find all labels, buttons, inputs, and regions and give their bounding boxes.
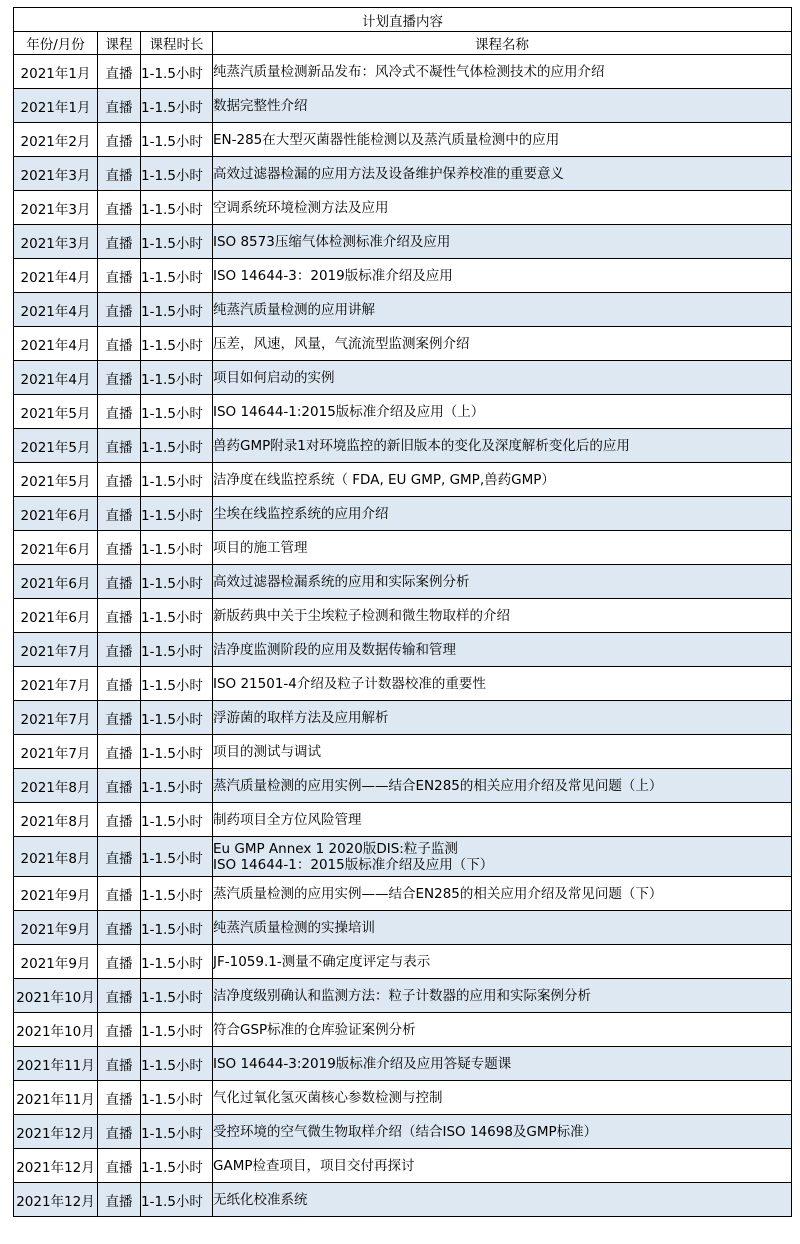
duration-cell: 1-1.5小时 [141, 191, 213, 225]
duration-cell: 1-1.5小时 [141, 979, 213, 1013]
course-name-line: 高效过滤器检漏系统的应用和实际案例分析 [213, 573, 470, 590]
table-row [14, 979, 792, 1013]
course-name-line: JF-1059.1-测量不确定度评定与表示 [213, 953, 431, 970]
table-row [14, 1047, 792, 1081]
duration-cell: 1-1.5小时 [141, 769, 213, 803]
duration-cell: 1-1.5小时 [141, 1013, 213, 1047]
month-cell: 2021年5月 [14, 395, 98, 429]
course-name-line: EN-285在大型灭菌器性能检测以及蒸汽质量检测中的应用 [213, 131, 560, 148]
course-type-cell: 直播 [98, 123, 141, 157]
course-name-line: GAMP检查项目，项目交付再探讨 [213, 1157, 415, 1174]
course-name-cell [213, 463, 792, 497]
course-name-cell [213, 191, 792, 225]
duration-cell: 1-1.5小时 [141, 157, 213, 191]
duration-cell: 1-1.5小时 [141, 633, 213, 667]
course-type-cell: 直播 [98, 293, 141, 327]
duration-cell: 1-1.5小时 [141, 1183, 213, 1217]
month-cell: 2021年2月 [14, 123, 98, 157]
duration-cell: 1-1.5小时 [141, 327, 213, 361]
course-type-cell: 直播 [98, 259, 141, 293]
course-name-cell [213, 157, 792, 191]
duration-cell: 1-1.5小时 [141, 395, 213, 429]
course-name-line: 压差，风速，风量，气流流型监测案例介绍 [213, 335, 470, 352]
course-name-line: 新版药典中关于尘埃粒子检测和微生物取样的介绍 [213, 607, 510, 624]
header-month: 年份/月份 [14, 32, 98, 55]
course-name-line: ISO 8573压缩气体检测标准介绍及应用 [213, 233, 451, 250]
course-name-line: 蒸汽质量检测的应用实例——结合EN285的相关应用介绍及常见问题（上） [213, 777, 663, 794]
course-name-cell [213, 1047, 792, 1081]
table-row [14, 803, 792, 837]
course-type-cell: 直播 [98, 225, 141, 259]
month-cell: 2021年6月 [14, 531, 98, 565]
month-cell: 2021年4月 [14, 327, 98, 361]
month-cell: 2021年3月 [14, 191, 98, 225]
course-name-cell [213, 1081, 792, 1115]
header-duration: 课程时长 [141, 32, 213, 55]
course-type-cell: 直播 [98, 157, 141, 191]
duration-cell: 1-1.5小时 [141, 701, 213, 735]
duration-cell: 1-1.5小时 [141, 531, 213, 565]
duration-cell: 1-1.5小时 [141, 497, 213, 531]
course-name-line: 纯蒸汽质量检测的应用讲解 [213, 301, 375, 318]
course-name-cell [213, 225, 792, 259]
duration-cell: 1-1.5小时 [141, 89, 213, 123]
course-name-cell [213, 123, 792, 157]
course-name-line: 数据完整性介绍 [213, 97, 308, 114]
course-name-cell [213, 1149, 792, 1183]
course-name-cell [213, 429, 792, 463]
table-body [14, 55, 792, 1217]
month-cell: 2021年4月 [14, 293, 98, 327]
month-cell: 2021年11月 [14, 1047, 98, 1081]
course-type-cell: 直播 [98, 565, 141, 599]
course-name-cell [213, 259, 792, 293]
course-name-line: 纯蒸汽质量检测新品发布：风冷式不凝性气体检测技术的应用介绍 [213, 63, 605, 80]
header-type: 课程 [98, 32, 141, 55]
table-row [14, 667, 792, 701]
month-cell: 2021年8月 [14, 769, 98, 803]
course-type-cell: 直播 [98, 979, 141, 1013]
table-row [14, 1115, 792, 1149]
month-cell: 2021年6月 [14, 565, 98, 599]
course-name-line: 尘埃在线监控系统的应用介绍 [213, 505, 389, 522]
month-cell: 2021年12月 [14, 1149, 98, 1183]
month-cell: 2021年9月 [14, 911, 98, 945]
table-row [14, 327, 792, 361]
course-name-cell [213, 497, 792, 531]
course-type-cell: 直播 [98, 633, 141, 667]
course-name-cell [213, 735, 792, 769]
header-name: 课程名称 [213, 32, 792, 55]
month-cell: 2021年8月 [14, 803, 98, 837]
month-cell: 2021年7月 [14, 735, 98, 769]
course-name-cell [213, 701, 792, 735]
course-type-cell: 直播 [98, 735, 141, 769]
table-row [14, 701, 792, 735]
course-type-cell: 直播 [98, 1115, 141, 1149]
course-type-cell: 直播 [98, 1047, 141, 1081]
course-name-line: 项目如何启动的实例 [213, 369, 335, 386]
course-name-line: ISO 14644-3：2019版标准介绍及应用 [213, 267, 453, 284]
course-type-cell: 直播 [98, 769, 141, 803]
course-type-cell: 直播 [98, 463, 141, 497]
course-name-cell [213, 633, 792, 667]
duration-cell: 1-1.5小时 [141, 803, 213, 837]
course-name-line: ISO 14644-1：2015版标准介绍及应用（下） [213, 856, 494, 873]
course-name-line: 蒸汽质量检测的应用实例——结合EN285的相关应用介绍及常见问题（下） [213, 885, 663, 902]
table-row [14, 837, 792, 877]
course-name-line: 无纸化校准系统 [213, 1191, 308, 1208]
course-name-cell [213, 945, 792, 979]
month-cell: 2021年10月 [14, 979, 98, 1013]
table-row [14, 429, 792, 463]
month-cell: 2021年8月 [14, 837, 98, 877]
month-cell: 2021年5月 [14, 463, 98, 497]
course-name-cell [213, 55, 792, 89]
table-row [14, 735, 792, 769]
month-cell: 2021年11月 [14, 1081, 98, 1115]
duration-cell: 1-1.5小时 [141, 735, 213, 769]
table-row [14, 945, 792, 979]
course-name-line: 高效过滤器检漏的应用方法及设备维护保养校准的重要意义 [213, 165, 564, 182]
month-cell: 2021年3月 [14, 157, 98, 191]
course-type-cell: 直播 [98, 701, 141, 735]
table-row [14, 1149, 792, 1183]
month-cell: 2021年10月 [14, 1013, 98, 1047]
duration-cell: 1-1.5小时 [141, 1081, 213, 1115]
month-cell: 2021年9月 [14, 877, 98, 911]
course-name-cell [213, 877, 792, 911]
course-name-cell [213, 293, 792, 327]
course-name-cell [213, 531, 792, 565]
table-row [14, 225, 792, 259]
duration-cell: 1-1.5小时 [141, 123, 213, 157]
month-cell: 2021年4月 [14, 361, 98, 395]
table-row [14, 259, 792, 293]
table-row [14, 293, 792, 327]
duration-cell: 1-1.5小时 [141, 429, 213, 463]
course-name-cell [213, 1013, 792, 1047]
month-cell: 2021年7月 [14, 633, 98, 667]
course-name-cell [213, 667, 792, 701]
course-name-line: 纯蒸汽质量检测的实操培训 [213, 919, 375, 936]
table-title: 计划直播内容 [14, 8, 792, 32]
month-cell: 2021年4月 [14, 259, 98, 293]
course-type-cell: 直播 [98, 361, 141, 395]
course-name-cell [213, 327, 792, 361]
header-row [14, 32, 792, 55]
duration-cell: 1-1.5小时 [141, 667, 213, 701]
duration-cell: 1-1.5小时 [141, 463, 213, 497]
duration-cell: 1-1.5小时 [141, 361, 213, 395]
course-type-cell: 直播 [98, 55, 141, 89]
course-name-line: 洁净度级别确认和监测方法：粒子计数器的应用和实际案例分析 [213, 987, 591, 1004]
course-name-line: 空调系统环境检测方法及应用 [213, 199, 389, 216]
duration-cell: 1-1.5小时 [141, 55, 213, 89]
course-type-cell: 直播 [98, 89, 141, 123]
course-type-cell: 直播 [98, 877, 141, 911]
course-name-line: 项目的测试与调试 [213, 743, 321, 760]
course-name-cell [213, 565, 792, 599]
course-type-cell: 直播 [98, 395, 141, 429]
course-name-cell [213, 1183, 792, 1217]
course-name-cell [213, 911, 792, 945]
month-cell: 2021年1月 [14, 89, 98, 123]
course-name-cell [213, 979, 792, 1013]
duration-cell: 1-1.5小时 [141, 945, 213, 979]
course-name-cell [213, 837, 792, 877]
month-cell: 2021年9月 [14, 945, 98, 979]
table-row [14, 89, 792, 123]
course-name-line: 气化过氧化氢灭菌核心参数检测与控制 [213, 1089, 443, 1106]
table-row [14, 55, 792, 89]
month-cell: 2021年12月 [14, 1183, 98, 1217]
table-row [14, 769, 792, 803]
table-row [14, 565, 792, 599]
course-name-cell [213, 395, 792, 429]
duration-cell: 1-1.5小时 [141, 225, 213, 259]
course-type-cell: 直播 [98, 531, 141, 565]
course-name-cell [213, 361, 792, 395]
course-name-line: Eu GMP Annex 1 2020版DIS:粒子监测 [213, 840, 458, 857]
table-row [14, 191, 792, 225]
course-name-line: 兽药GMP附录1对环境监控的新旧版本的变化及深度解析变化后的应用 [213, 437, 630, 454]
duration-cell: 1-1.5小时 [141, 911, 213, 945]
table-row [14, 361, 792, 395]
course-name-line: 符合GSP标准的仓库验证案例分析 [213, 1021, 416, 1038]
table-row [14, 1081, 792, 1115]
course-name-line: 受控环境的空气微生物取样介绍（结合ISO 14698及GMP标准） [213, 1123, 598, 1140]
course-type-cell: 直播 [98, 667, 141, 701]
course-name-line: ISO 14644-3:2019版标准介绍及应用答疑专题课 [213, 1055, 512, 1072]
table-row [14, 395, 792, 429]
table-row [14, 911, 792, 945]
table-row [14, 497, 792, 531]
table-row [14, 633, 792, 667]
course-name-line: 项目的施工管理 [213, 539, 308, 556]
month-cell: 2021年7月 [14, 667, 98, 701]
course-name-line: ISO 21501-4介绍及粒子计数器校准的重要性 [213, 675, 486, 692]
course-type-cell: 直播 [98, 497, 141, 531]
month-cell: 2021年3月 [14, 225, 98, 259]
course-name-line: 洁净度监测阶段的应用及数据传输和管理 [213, 641, 456, 658]
course-name-cell [213, 769, 792, 803]
course-type-cell: 直播 [98, 599, 141, 633]
table-row [14, 1013, 792, 1047]
month-cell: 2021年5月 [14, 429, 98, 463]
course-name-cell [213, 89, 792, 123]
table-row [14, 157, 792, 191]
course-type-cell: 直播 [98, 1081, 141, 1115]
month-cell: 2021年1月 [14, 55, 98, 89]
table-row [14, 463, 792, 497]
table-row [14, 123, 792, 157]
course-name-line: 制药项目全方位风险管理 [213, 811, 362, 828]
table-row [14, 599, 792, 633]
course-type-cell: 直播 [98, 945, 141, 979]
title-row [14, 8, 792, 32]
duration-cell: 1-1.5小时 [141, 1149, 213, 1183]
course-type-cell: 直播 [98, 191, 141, 225]
course-type-cell: 直播 [98, 327, 141, 361]
table-row [14, 877, 792, 911]
duration-cell: 1-1.5小时 [141, 565, 213, 599]
course-name-line: ISO 14644-1:2015版标准介绍及应用（上） [213, 403, 485, 420]
course-name-line: 浮游菌的取样方法及应用解析 [213, 709, 389, 726]
month-cell: 2021年6月 [14, 599, 98, 633]
course-type-cell: 直播 [98, 1149, 141, 1183]
course-name-cell [213, 803, 792, 837]
course-type-cell: 直播 [98, 1183, 141, 1217]
duration-cell: 1-1.5小时 [141, 599, 213, 633]
table-row [14, 1183, 792, 1217]
duration-cell: 1-1.5小时 [141, 259, 213, 293]
duration-cell: 1-1.5小时 [141, 837, 213, 877]
course-type-cell: 直播 [98, 803, 141, 837]
course-type-cell: 直播 [98, 911, 141, 945]
course-name-line: 洁净度在线监控系统（ FDA, EU GMP, GMP,兽药GMP） [213, 471, 555, 488]
table-row [14, 531, 792, 565]
duration-cell: 1-1.5小时 [141, 293, 213, 327]
course-name-cell [213, 1115, 792, 1149]
live-schedule-table [13, 7, 792, 1217]
course-type-cell: 直播 [98, 1013, 141, 1047]
month-cell: 2021年7月 [14, 701, 98, 735]
duration-cell: 1-1.5小时 [141, 1047, 213, 1081]
duration-cell: 1-1.5小时 [141, 1115, 213, 1149]
course-name-cell [213, 599, 792, 633]
course-type-cell: 直播 [98, 429, 141, 463]
duration-cell: 1-1.5小时 [141, 877, 213, 911]
course-type-cell: 直播 [98, 837, 141, 877]
month-cell: 2021年6月 [14, 497, 98, 531]
month-cell: 2021年12月 [14, 1115, 98, 1149]
